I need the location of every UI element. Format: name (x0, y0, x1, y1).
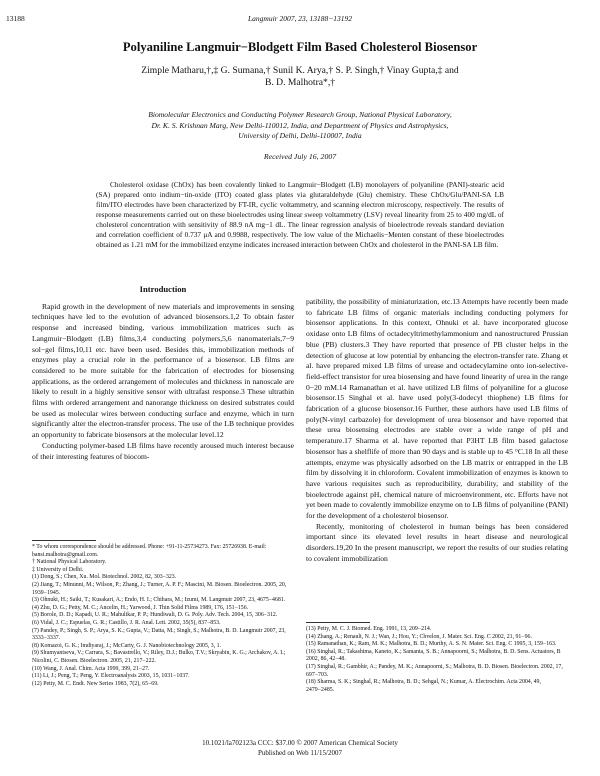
published-date: Published on Web 11/15/2007 (257, 749, 343, 757)
reference-item: (10) Wang, J. Anal. Chim. Acta 1999, 399, 21−27. (32, 665, 150, 672)
intro-paragraph-2-continued: patibility, the possibility of miniaturization, etc.13 Attempts have recently been made to fabricate LB films of organic materials including conducting polymers for biosensor applications. In this context, Ohnuki et al. have incorporated glucose oxidase onto LB films of octadecyltrimethylammonium and nanostructured Prussian blue (PB) clusters.3 They have reported that presence of PB cluster helps in the detection of glucose at low potential by enhancing the electron-transfer rate. Zhang et al. have prepared mixed LB films of urease and octadecylamine onto ion-selective-field-effect transistor for urea biosensing and have found linearity of urea in the range 0−20 mM.14 Ramanathan et al. have utilized LB films of polyaniline for a glucose biosensor.15 Singhal et al. have used poly(3-dodecyl thiophene) LB films for fabrication of a glucose biosensor.16 Further, these authors have used LB films of poly(N-vinyl carbazole) for development of urea biosensor and have reported that these urea biosensing electrodes are stable over a wide range of pH and temperature.17 Sharma et al. have reported that P3HT LB film based galactose biosensor has a shelflife of more than 90 days and is stable up to 45 °C.18 In all these attempts, enzyme was physically adsorbed on the LB matrix or entrapped in the LB film by dissolving it in chloroform. Covalent immobilization of enzymes is known to have various requisites such as reproducibility, durability, and stability of the bioelectrode against pH, chemical nature of microenvironment, etc. Efforts have not yet been made to covalently immobilize enzyme on to LB films of polyaniline (PANI) for the development of a cholesterol biosensor. (306, 297, 568, 521)
left-column (32, 284, 294, 462)
reference-item: (16) Singhal, R.; Takashima, Kaneto, K.; Samanta, S. B.; Annapoorni, S.; Malhotra, B. D. Sens. Actuators, B 2002, 86, 42−48. (306, 648, 561, 663)
reference-item: (1) Dong, S.; Chen, Xu. Mol. Biotechnol. 2002, 82, 303−323. (32, 574, 177, 581)
footnote-affiliation-2: ‡ University of Delhi. (32, 566, 84, 573)
reference-item: (3) Ohnuki, H.; Saiki, T.; Kusakari, A.; Endo, H. I.; Chihara, M.; Izumi, M. Langmuir 2007, 23, 4675−4681. (32, 597, 286, 604)
reference-item: (15) Ramanathan, K.; Ram, M. K.; Malhotra, B. D.; Murthy, A. S. N. Mater. Sci. Eng. C 1995, 3, 159−163. (306, 641, 557, 648)
reference-item: (7) Pandey, P.; Singh, S. P.; Arya, S. K.; Gupta, V.; Datta, M.; Singh, S.; Malhotra, B. D. Langmuir 2007, 23, 3333−3337. (32, 627, 286, 642)
reference-item: (6) Vidal, J. C.; Espuelas, G. R.; Castillo, J. R. Anal. Lett. 2002, 35(5), 837−853. (32, 619, 221, 626)
reference-item: (17) Singhal, R.; Gambhir, A.; Pandey, M. K.; Annapoorni, S.; Malhotra, B. D. Biosen. Bioelectron. 2002, 17, 697−703. (306, 663, 563, 678)
reference-item: (12) Petty, M. C. Endt. New Series 1983, 7(2), 65−69. (32, 680, 159, 687)
reference-item: (14) Zhang, A.; Renault, N. J.; Wan, J.; Hou, Y.; Chvelon, J. Mater. Sci. Eng. C 2002, 21, 91−96. (306, 633, 532, 640)
footnote-affiliation-1: † National Physical Laboratory. (32, 559, 107, 566)
authors (140, 65, 460, 89)
footnote-rule-left (32, 540, 96, 541)
footnote-correspondence: * To whom correspondence should be addressed. Phone: +91-11-25734273. Fax: 25726938. E-mail: bansi.malhotra@gmail.com. (32, 544, 267, 558)
reference-item: (13) Petty, M. C. J. Biomed. Eng. 1991, 13, 209−214. (306, 626, 432, 632)
affiliation-line-1: Biomolecular Electronics and Conducting Polymer Research Group, National Physical Laboratory, (148, 110, 452, 119)
affiliations (120, 110, 480, 142)
reference-item: (8) Komazoi, G. K.; Imdiyaraj, J.; McCarty, G. J. Nanobiotechnology 2005, 3, 1. (32, 642, 222, 649)
reference-item: (11) Li, J.; Peng, T.; Peng, Y. Electroanalysis 2003, 15, 1031−1037. (32, 673, 190, 680)
intro-paragraph-1: Rapid growth in the development of new materials and improvements in sensing techniques have led to the evolution of advanced biosensors.1,2 To obtain faster response and increased binding, various immobilization matrices such as Langmuir−Blodgett (LB) films,3,4 conducting polymers,5,6 nanomaterials,7−9 sol−gel films,10,11 etc. have been used. Besides this, immobilization methods of enzymes play a crucial role in the performance of a biosensor. LB films are considered to be more suitable for the fabrication of electrodes for biosensing applications, as the ordered arrangement of molecules and thickness in nanoscale are likely to result in a highly sensitive sensor with ultrafast response.3 These ultrathin films with ordered arrangement and nanorange thickness on desired substrates could be used as molecular wires between conducting surface and enzyme, which in turn significantly alter the electron-transfer process. The use of the LB technique provides an opportunity to fabricate biosensors at the molecular level.12 (32, 301, 294, 440)
received-date: Received July 16, 2007 (263, 152, 337, 161)
footnote-rule-right (306, 622, 370, 623)
references-left (32, 544, 294, 688)
intro-paragraph-2: Conducting polymer-based LB films have recently aroused much interest because of their interesting features of biocom- (32, 440, 294, 461)
reference-item: (5) Borole, D. D.; Kapadi, U. R.; Mahulikar, P. P.; Hundiwali, D. G. Poly. Adv. Tech. 2004, 15, 306−312. (32, 612, 278, 619)
affiliation-line-3: University of Delhi, Delhi-110007, India (238, 131, 362, 141)
right-column (306, 297, 568, 565)
intro-paragraph-3: Recently, monitoring of cholesterol in human beings has been considered important since its elevated level results in heart disease and neurological disorders.19,20 In the present manuscript, we report the results of our studies relating to covalent immobilization (306, 521, 568, 563)
article-title: Polyaniline Langmuir−Blodgett Film Based Cholesterol Biosensor (122, 40, 478, 54)
section-heading-introduction: Introduction (139, 284, 187, 294)
page-number: 13188 (6, 14, 25, 23)
reference-item: (2) Jiang, T.; Minunni, M.; Wilson, P.; Zhang, J.; Turner, A. P. F.; Mascini, M. Biosen. Bioelectron. 2005, 20, 1939−1945. (32, 581, 287, 596)
references-right (306, 626, 568, 694)
reference-item: (18) Sharma, S. K.; Singhal, R.; Malhotra, B. D.; Sehgal, N.; Kumar, A. Electrochim. Acta 2004, 49, 2479−2485. (306, 679, 541, 693)
authors-line-2: B. D. Malhotra*,† (264, 77, 336, 88)
abstract: Cholesterol oxidase (ChOx) has been covalently linked to Langmuir−Blodgett (LB) monolayers of polyaniline (PANI)-stearic acid (SA) prepared onto indium−tin-oxide (ITO) coated glass plates via glutaraldehyde (Glu) chemistry. These ChOx/Glu/PANI-SA LB film/ITO electrodes have been characterized by FT-IR, cyclic voltammetry, and scanning electron microscopy, respectively. The results of response measurements carried out on these bioelectrodes using linear sweep voltammetry (LSV) reveal linearity from 25 to 400 mg/dL of cholesterol concentration with sensitivity of 88.9 nA mg−1 dL. The linear regression analysis of bioelectrode reveals standard deviation and correlation coefficient of 0.737 μA and 0.9988, respectively. The low value of the Michaelis−Menten constant of these bioelectrodes obtained as 1.21 mM for the immobilized enzyme indicates increased interaction between ChOx and cholesterol in the PANI-SA LB film. (96, 180, 504, 249)
doi-copyright-line: 10.1021/la702123a CCC: $37.00 © 2007 American Chemical Society (202, 739, 398, 747)
authors-line-1: Zimple Matharu,†,‡ G. Sumana,† Sunil K. Arya,† S. P. Singh,† Vinay Gupta,‡ and (141, 65, 459, 76)
reference-item: (9) Shumyantseva, V.; Carrara, S.; Bavastrello, V.; Riley, D.J.; Bulko, T.V.; Skryabin, K. G.; Archakov, A. I.; Nicolini, C. Biosen. Bioelectron. 2005, 21, 217−222. (32, 650, 286, 664)
reference-item: (4) Zhu, D. G.; Petty, M. C.; Ancelin, H.; Yarwood, J. Thin Solid Films 1989, 176, 151−156. (32, 604, 249, 611)
journal-header: Langmuir 2007, 23, 13188−13192 (247, 14, 353, 23)
affiliation-line-2: Dr. K. S. Krishnan Marg, New Delhi-110012, India, and Department of Physics and Astrophysics, (151, 120, 449, 130)
